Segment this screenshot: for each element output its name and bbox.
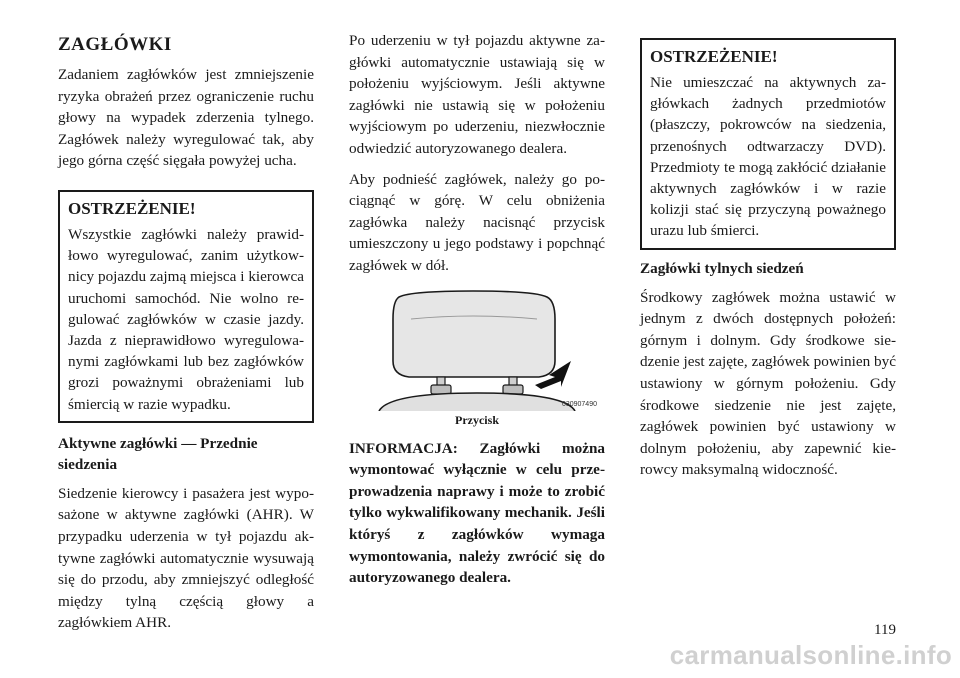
warning-title-2: OSTRZEŻENIE! bbox=[650, 47, 778, 66]
warning-box-2 bbox=[640, 38, 896, 250]
intro-paragraph: Zadaniem zagłówków jest zmniejszenie ryzyka obrażeń przez ograniczenie ruchu głowy na wypadek zderzenia tylnego. Zagłówek należy wyregulować tak, aby jego górna część sięgała powyżej ucha. bbox=[58, 66, 314, 170]
active-headrests-heading: Aktywne zagłówki — Przednie siedzenia bbox=[58, 434, 258, 473]
figure-code: 030907490 bbox=[561, 400, 597, 408]
active-headrests-paragraph: Siedzenie kierowcy i pasażera jest wyposażone w aktywne zagłówki (AHR). W przypadku uderzenia w tył pojazdu aktywne zagłówki automatycznie wysuwają się do przodu, aby zmniejszyć odległość między tylną częścią głowy a zagłówkiem AHR. bbox=[58, 484, 314, 632]
warning-title-1: OSTRZEŻENIE! bbox=[68, 198, 196, 218]
seat-back-top bbox=[379, 393, 575, 411]
left-guide bbox=[431, 385, 451, 394]
info-note: INFORMACJA: Zagłówki można wymontować wyłącznie w celu przeprowadzenia naprawy i może to zrobić tylko wykwalifikowany mechanik. Jeśli któryś z zagłówków wymaga wymontowania, należy zwrócić się do autoryzowanego dealera. bbox=[349, 439, 605, 587]
rear-headrests-paragraph: Środkowy zagłówek można ustawić w jednym z dwóch dostępnych położeń: górnym i dolnym. Gdy środkowe siedzenie jest zajęte, zagłówek powinien być ustawiony w górnym położeniu. Gdy środkowe siedzenie nie jest zajęte, zagłówek powinien być ustawiony w dolnym położeniu, aby zapewnić kierowcy maksymalną widoczność. bbox=[640, 288, 896, 479]
headrest-illustration bbox=[349, 289, 605, 411]
reset-paragraph: Po uderzeniu w tył pojazdu aktywne zagłówki automatycznie ustawiają się w położeniu wyjściowym. Jeśli aktywne zagłówki nie ustawią się w położeniu wyjściowym po uderzeniu, niezwłocznie odwiedzić autoryzowanego dealera. bbox=[349, 32, 605, 157]
adjust-paragraph: Aby podnieść zagłówek, należy go pociągnąć w górę. W celu obniżenia zagłówka należy nacisnąć przycisk umieszczony u jego podstawy i popchnąć zagłówek w dół. bbox=[349, 170, 605, 274]
warning-box-1 bbox=[58, 190, 314, 423]
rear-headrests-heading: Zagłówki tylnych siedzeń bbox=[640, 259, 804, 277]
column-left bbox=[58, 30, 314, 634]
watermark: carmanualsonline.info bbox=[669, 640, 952, 670]
section-title: ZAGŁÓWKI bbox=[58, 34, 172, 55]
column-middle bbox=[349, 30, 605, 589]
warning-text-1: Wszystkie zagłówki należy prawidłowo wyregulować, zanim użytkownicy pojazdu zajmą miejsca i kierowca uruchomi samochód. Nie wolno regulować zagłówków w czasie jazdy. Jazda z nieprawidłowo wyregulowanymi zagłówkami lub bez zagłówków grozi poważnymi obrażeniami lub śmiercią w razie wypadku. bbox=[68, 225, 304, 413]
headrest-cushion-shape bbox=[393, 291, 555, 377]
warning-text-2: Nie umieszczać na aktywnych zagłówkach żadnych przedmiotów (płaszczy, pokrowców na siedzenia, przenośnych odtwarzaczy DVD). Przedmioty te mogą zakłócić działanie aktywnych zagłówków i w razie kolizji stać się przyczyną poważnego urazu lub śmierci. bbox=[650, 74, 886, 240]
figure-caption: Przycisk bbox=[455, 412, 499, 427]
headrest-figure bbox=[349, 289, 605, 428]
right-guide bbox=[503, 385, 523, 394]
column-right bbox=[640, 30, 896, 481]
page-number: 119 bbox=[874, 622, 896, 638]
